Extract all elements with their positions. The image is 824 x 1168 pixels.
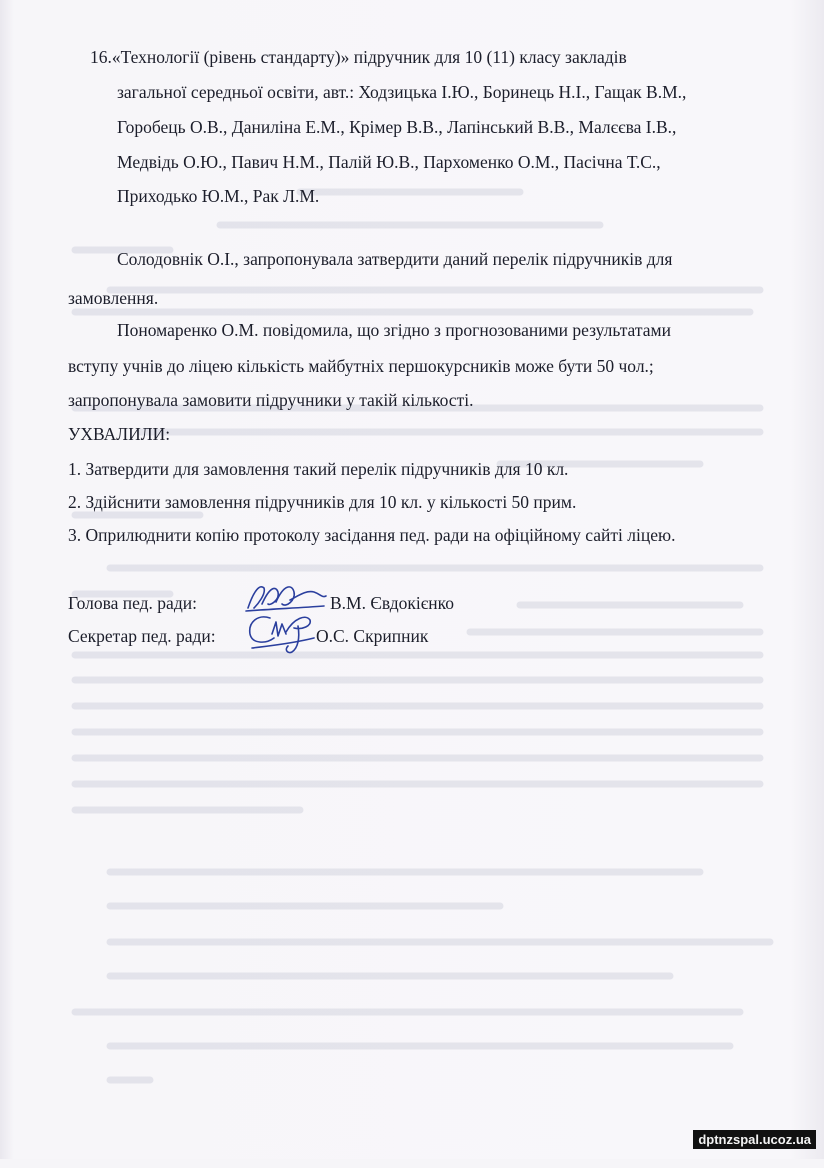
solodovnik-line-1: Солодовнік О.І., запропонувала затвердити даний перелік підручників для <box>117 249 673 269</box>
site-watermark: dptnzspal.ucoz.ua <box>693 1130 816 1149</box>
item-16-line-3: Горобець О.В., Даниліна Е.М., Крімер В.В., Лапінський В.В., Малєєва І.В., <box>117 117 677 137</box>
resolution-3: 3. Оприлюднити копію протоколу засідання пед. ради на офіційному сайті ліцею. <box>68 525 676 545</box>
secretary-name: О.С. Скрипник <box>316 626 429 646</box>
resolution-2: 2. Здійснити замовлення підручників для 10 кл. у кількості 50 прим. <box>68 492 577 512</box>
secretary-label: Секретар пед. ради: <box>68 626 216 646</box>
item-16-line-2: загальної середньої освіти, авт.: Ходзицька І.Ю., Боринець Н.І., Гащак В.М., <box>117 82 687 102</box>
chair-label: Голова пед. ради: <box>68 593 197 613</box>
chair-name: В.М. Євдокієнко <box>330 593 454 613</box>
ponomarenko-line-2: вступу учнів до ліцею кількість майбутніх першокурсників може бути 50 чол.; <box>68 356 654 376</box>
item-16-line-5: Приходько Ю.М., Рак Л.М. <box>117 186 320 206</box>
ponomarenko-line-1: Пономаренко О.М. повідомила, що згідно з прогнозованими результатами <box>117 320 671 340</box>
ponomarenko-line-3: запропонувала замовити підручники у такій кількості. <box>68 390 474 410</box>
item-16-line-4: Медвідь О.Ю., Павич Н.М., Палій Ю.В., Пархоменко О.М., Пасічна Т.С., <box>117 152 661 172</box>
solodovnik-line-2: замовлення. <box>68 288 159 308</box>
item-16-line-1: 16.«Технології (рівень стандарту)» підручник для 10 (11) класу закладів <box>90 47 627 67</box>
resolved-heading: УХВАЛИЛИ: <box>68 424 171 444</box>
resolution-1: 1. Затвердити для замовлення такий перелік підручників для 10 кл. <box>68 459 569 479</box>
secretary-signature-image <box>244 608 318 656</box>
